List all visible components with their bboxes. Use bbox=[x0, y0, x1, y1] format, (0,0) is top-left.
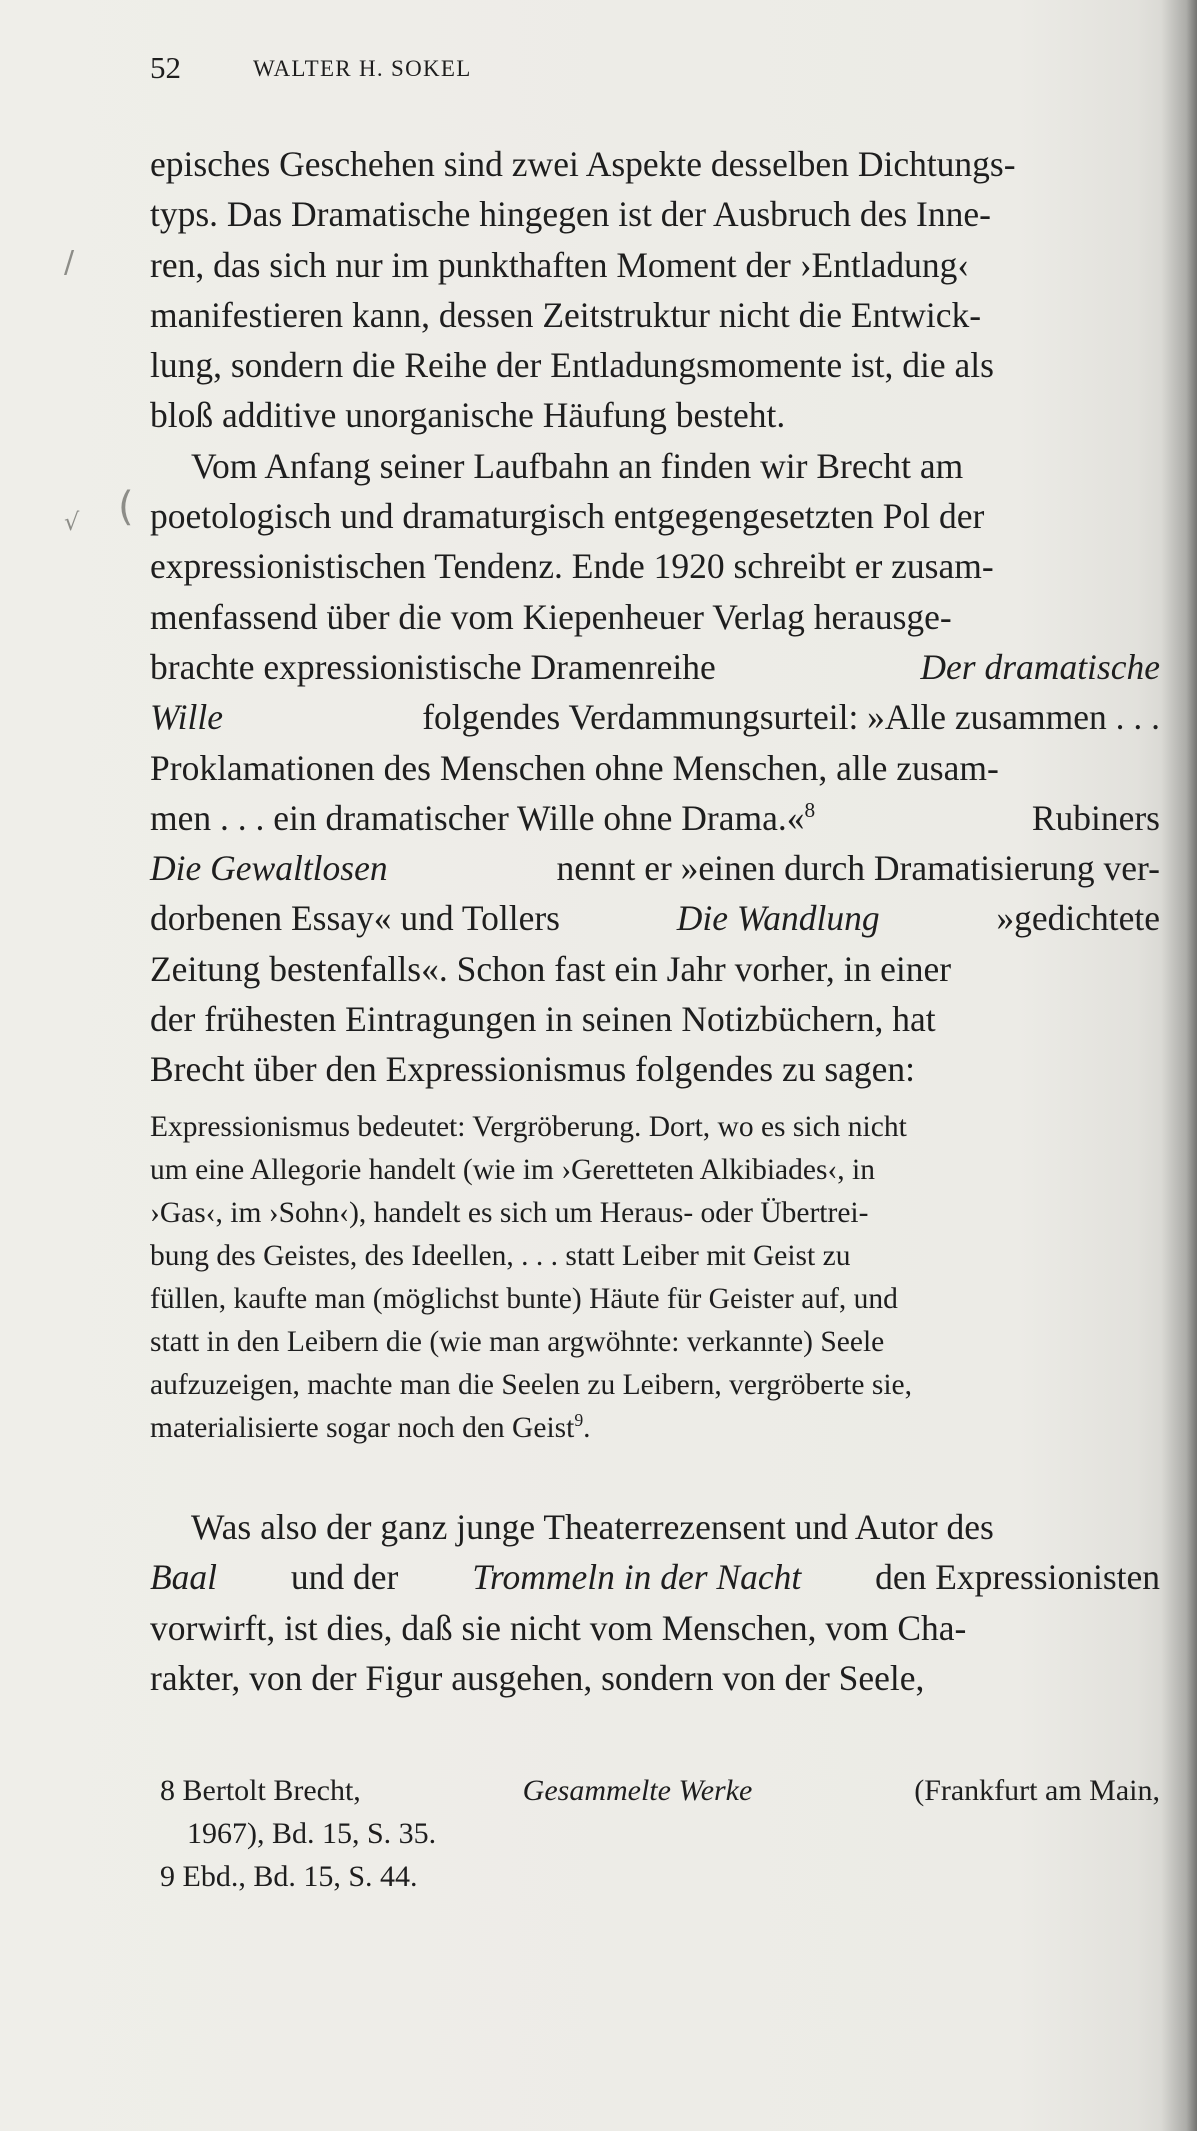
text-line: Baal und der Trommeln in der Nacht den Expressionisten bbox=[150, 1552, 1160, 1602]
text-line: ren, das sich nur im punkthaften Moment der ›Entladung‹ bbox=[150, 244, 970, 285]
text-line: Die Gewaltlosen nennt er »einen durch Dramatisierung ver- bbox=[150, 843, 1160, 893]
text-line: Proklamationen des Menschen ohne Menschen, alle zusam- bbox=[150, 747, 999, 788]
text-line: vorwirft, ist dies, daß sie nicht vom Menschen, vom Cha- bbox=[150, 1607, 967, 1648]
text-line: dorbenen Essay« und Tollers Die Wandlung »gedichtete bbox=[150, 893, 1160, 943]
quote-line: ›Gas‹, im ›Sohn‹), handelt es sich um Heraus- oder Übertrei- bbox=[150, 1197, 869, 1229]
footnote-9: 9 Ebd., Bd. 15, S. 44. bbox=[160, 1860, 418, 1893]
text-line: Zeitung bestenfalls«. Schon fast ein Jahr vorher, in einer bbox=[150, 948, 952, 989]
title-italic: Wille bbox=[150, 697, 223, 738]
text-line: men . . . ein dramatischer Wille ohne Drama.«$^8$ Rubiners bbox=[150, 797, 1160, 838]
text-line: Was also der ganz junge Theaterrezensent und Autor des bbox=[191, 1507, 994, 1547]
title-italic: Baal bbox=[150, 1557, 218, 1598]
pencil-check-mark-icon: / bbox=[64, 245, 75, 280]
page-number: 52 bbox=[150, 50, 181, 85]
paragraph-3 bbox=[150, 1502, 1160, 1703]
text-line: typs. Das Dramatische hingegen ist der Ausbruch des Inne- bbox=[150, 194, 991, 235]
quote-line: füllen, kaufte man (möglichst bunte) Häute für Geister auf, und bbox=[150, 1283, 898, 1315]
text-line: bloß additive unorganische Häufung besteht. bbox=[150, 395, 786, 436]
quote-line: bung des Geistes, des Ideellen, . . . statt Leiber mit Geist zu bbox=[150, 1240, 851, 1272]
quote-line: aufzuzeigen, machte man die Seelen zu Leibern, vergröberte sie, bbox=[150, 1369, 913, 1401]
page-edge-shadow bbox=[1161, 0, 1197, 2131]
quote-line: Expressionismus bedeutet: Vergröberung. Dort, wo es sich nicht bbox=[150, 1111, 907, 1143]
title-italic: Der dramatische bbox=[920, 646, 1160, 687]
pencil-bracket-mark-icon: ( bbox=[118, 484, 134, 530]
title-italic: Die Gewaltlosen bbox=[150, 848, 388, 889]
text-line: Vom Anfang seiner Laufbahn an finden wir Brecht am bbox=[191, 445, 964, 486]
text-line: Brecht über den Expressionismus folgendes zu sagen: bbox=[150, 1049, 916, 1090]
text-line: poetologisch und dramaturgisch entgegengesetzten Pol der bbox=[150, 496, 985, 537]
quote-line: statt in den Leibern die (wie man argwöhnte: verkannte) Seele bbox=[150, 1326, 885, 1358]
page-header bbox=[150, 50, 1150, 94]
text-line: rakter, von der Figur ausgehen, sondern von der Seele, bbox=[150, 1657, 925, 1698]
block-quote bbox=[150, 1106, 1160, 1450]
paragraph-2 bbox=[150, 441, 1160, 1095]
pencil-tick-mark-icon: √ bbox=[64, 508, 80, 536]
running-head: WALTER H. SOKEL bbox=[253, 56, 472, 81]
title-italic: Gesammelte Werke bbox=[522, 1774, 753, 1807]
text-line: episches Geschehen sind zwei Aspekte desselben Dichtungs- bbox=[150, 144, 1016, 184]
text-line: der frühesten Eintragungen in seinen Notizbüchern, hat bbox=[150, 999, 936, 1040]
text-line: expressionistischen Tendenz. Ende 1920 schreibt er zusam- bbox=[150, 546, 994, 587]
text-line: brachte expressionistische Dramenreihe Der dramatische bbox=[150, 642, 1160, 692]
text-line: Wille folgendes Verdammungsurteil: »Alle zusammen . . . bbox=[150, 692, 1160, 742]
text-line: menfassend über die vom Kiepenheuer Verlag herausge- bbox=[150, 596, 952, 637]
title-italic: Trommeln in der Nacht bbox=[472, 1557, 802, 1598]
quote-line: um eine Allegorie handelt (wie im ›Geretteten Alkibiades‹, in bbox=[150, 1154, 875, 1186]
text-line: lung, sondern die Reihe der Entladungsmomente ist, die als bbox=[150, 345, 994, 386]
footnotes bbox=[160, 1769, 1160, 1898]
footnote-8-continued: 1967), Bd. 15, S. 35. bbox=[187, 1817, 437, 1850]
footnote-8: 8 Bertolt Brecht, Gesammelte Werke (Frankfurt am Main, bbox=[160, 1769, 1160, 1812]
text-line: manifestieren kann, dessen Zeitstruktur nicht die Entwick- bbox=[150, 294, 982, 335]
footnote-ref-8: 8 bbox=[804, 798, 816, 823]
footnote-ref-9: 9 bbox=[574, 1410, 584, 1431]
quote-line: materialisierte sogar noch den Geist$^9$. bbox=[150, 1410, 591, 1444]
title-italic: Die Wandlung bbox=[676, 898, 880, 939]
paragraph-1 bbox=[150, 139, 1160, 1095]
